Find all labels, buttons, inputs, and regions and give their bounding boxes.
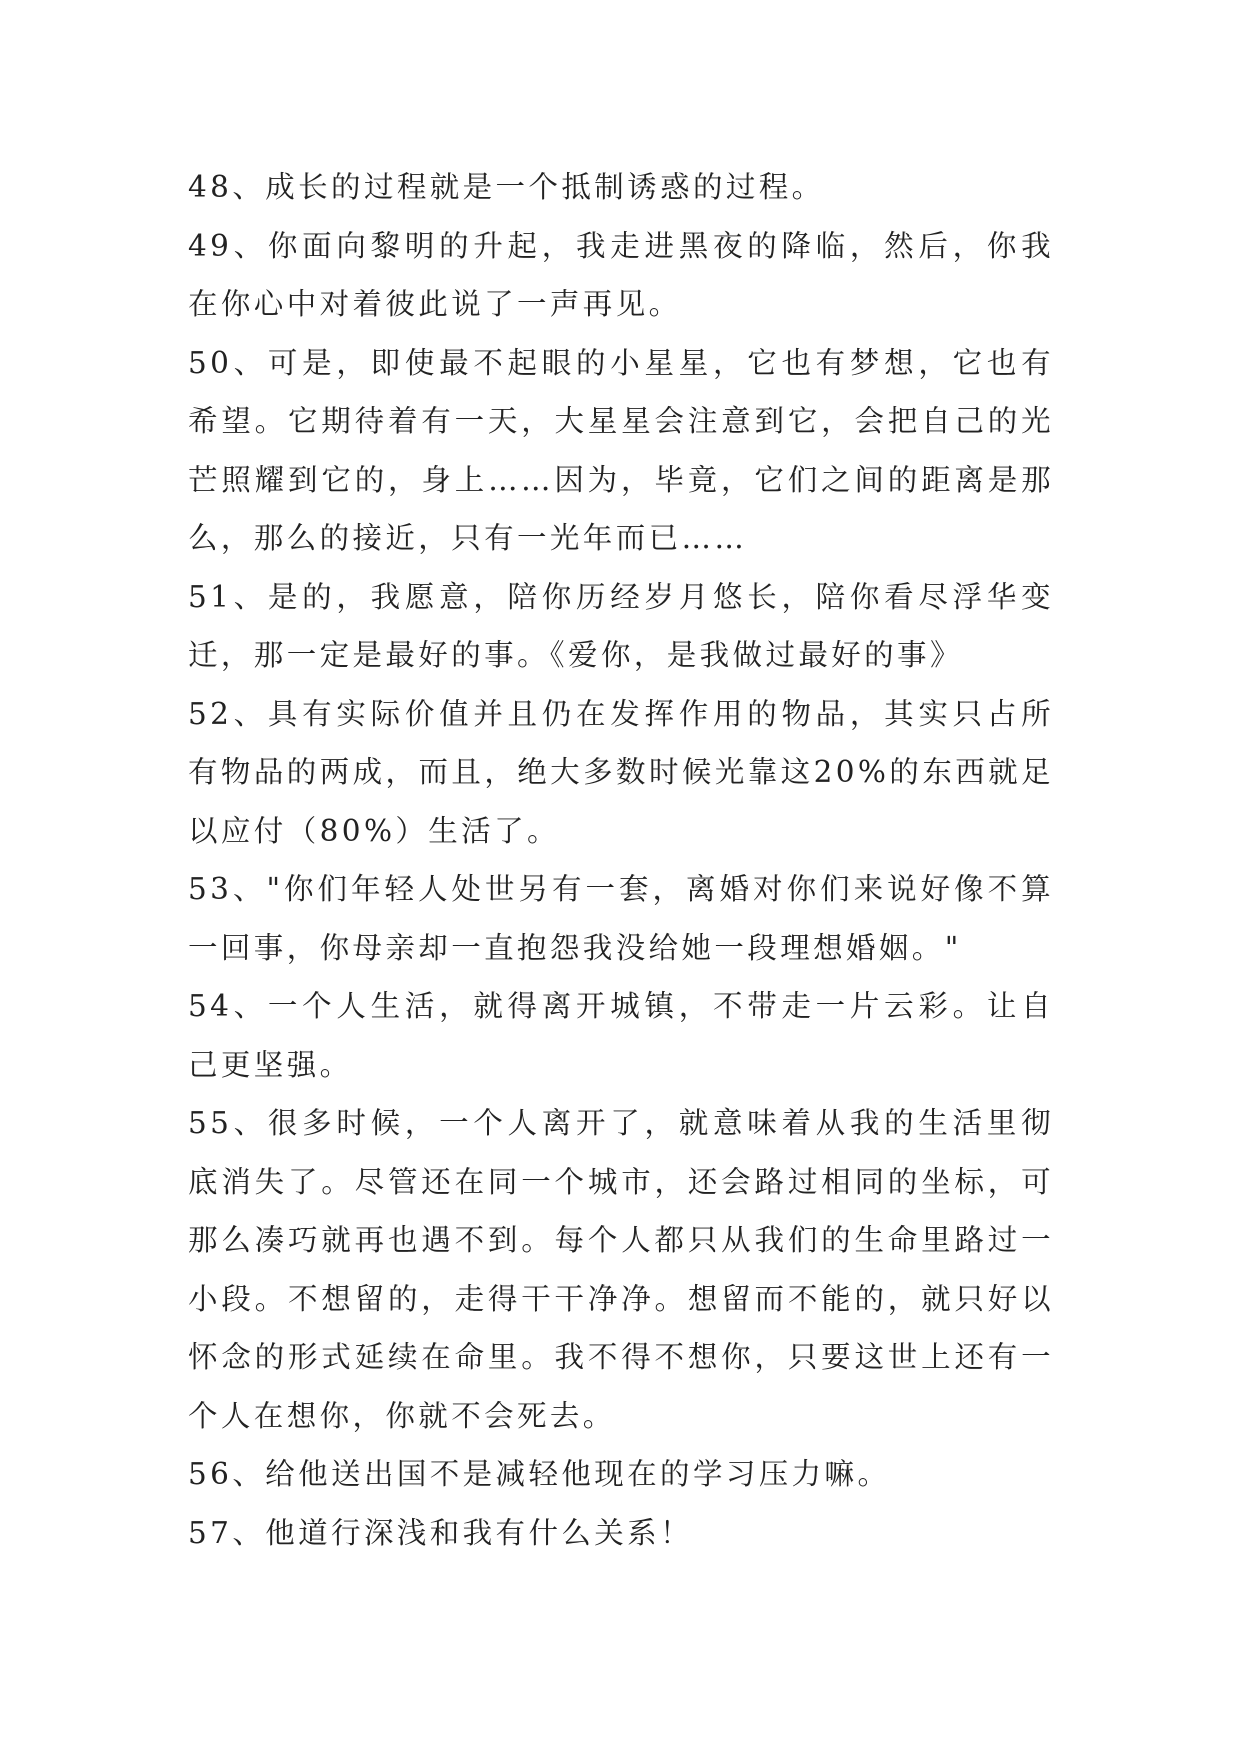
entry-56: 56、给他送出国不是减轻他现在的学习压力嘛。	[188, 1457, 891, 1491]
entry-48: 48、成长的过程就是一个抵制诱惑的过程。	[188, 170, 825, 204]
entry-51: 51、是的，我愿意，陪你历经岁月悠长，陪你看尽浮华变迁，那一定是最好的事。《爱你，是我做过最好的事》	[188, 579, 1054, 672]
entry-50: 50、可是，即使最不起眼的小星星，它也有梦想，它也有希望。它期待着有一天，大星星会注意到它，会把自己的光芒照耀到它的，身上……因为，毕竟，它们之间的距离是那么，那么的接近，只有一光年而已……	[188, 345, 1054, 555]
entry-53: 53、"你们年轻人处世另有一套，离婚对你们来说好像不算一回事，你母亲却一直抱怨我没给她一段理想婚姻。"	[188, 872, 1054, 965]
entry-49: 49、你面向黎明的升起，我走进黑夜的降临，然后，你我在你心中对着彼此说了一声再见。	[188, 228, 1054, 321]
entry-57: 57、他道行深浅和我有什么关系！	[188, 1515, 693, 1550]
entry-54: 54、一个人生活，就得离开城镇，不带走一片云彩。让自己更坚强。	[188, 989, 1054, 1082]
document-body	[188, 158, 1054, 1562]
entry-55: 55、很多时候，一个人离开了，就意味着从我的生活里彻底消失了。尽管还在同一个城市，还会路过相同的坐标，可那么凑巧就再也遇不到。每个人都只从我们的生命里路过一小段。不想留的，走得干干净净。想留而不能的，就只好以怀念的形式延续在命里。我不得不想你，只要这世上还有一个人在想你，你就不会死去。	[188, 1106, 1054, 1433]
entry-52: 52、具有实际价值并且仍在发挥作用的物品，其实只占所有物品的两成，而且，绝大多数时候光靠这20%的东西就足以应付（80%）生活了。	[188, 696, 1054, 848]
